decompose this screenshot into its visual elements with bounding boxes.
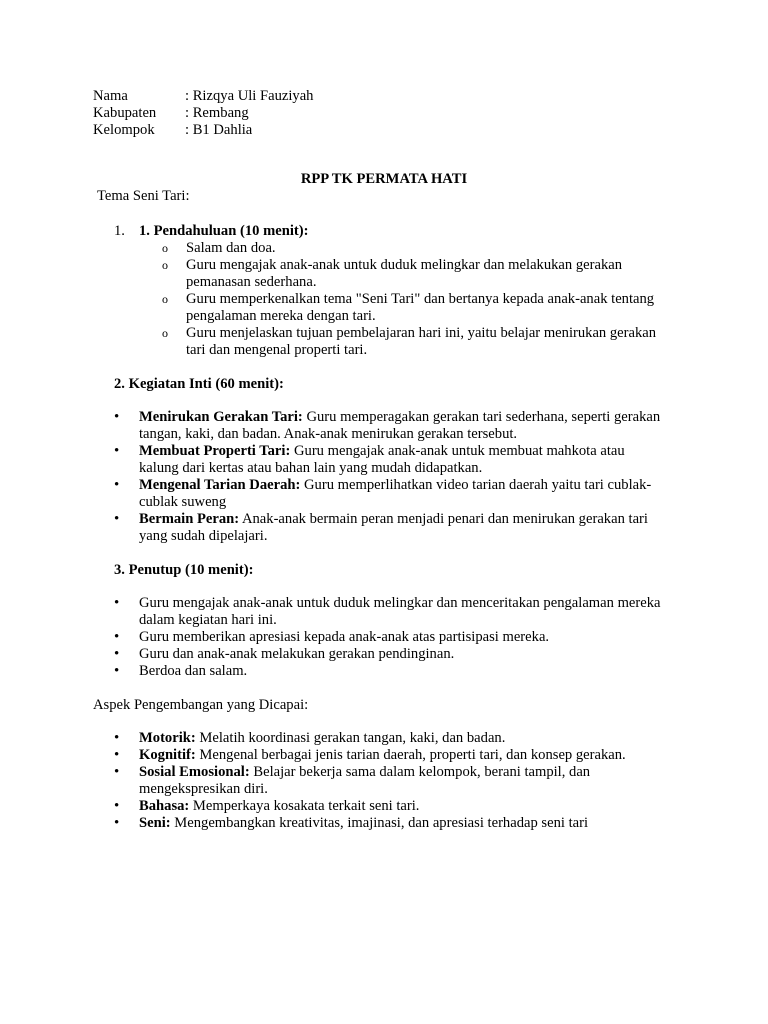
- list-item: Guru menjelaskan tujuan pembelajaran hari ini, yaitu belajar menirukan gerakan tari dan mengenal properti tari.: [186, 325, 657, 358]
- aspek-heading: Aspek Pengembangan yang Dicapai:: [93, 697, 309, 713]
- list-item: [139, 747, 667, 764]
- sub-bullet-marker: o: [162, 241, 168, 255]
- item-term: Sosial Emosional:: [139, 764, 250, 780]
- item-desc: Anak-anak bermain peran menjadi penari dan menirukan gerakan tari yang sudah dipelajari.: [139, 511, 648, 544]
- info-label: Nama: [93, 88, 128, 104]
- sub-bullet-marker: o: [162, 258, 168, 272]
- bullet-marker: •: [114, 511, 120, 527]
- item-desc: Guru memperagakan gerakan tari sederhana, seperti gerakan tangan, kaki, dan badan. Anak-anak menirukan gerakan tersebut.: [139, 409, 661, 442]
- info-label: Kelompok: [93, 122, 155, 138]
- list-item: Guru mengajak anak-anak untuk duduk melingkar dan melakukan gerakan pemanasan sederhana.: [186, 257, 623, 290]
- list-item: [139, 511, 667, 545]
- bullet-marker: •: [114, 730, 120, 746]
- list-item: Guru memperkenalkan tema "Seni Tari" dan bertanya kepada anak-anak tentang pengalaman mereka dengan tari.: [186, 291, 655, 324]
- item-desc: Guru memperlihatkan video tarian daerah yaitu tari cublak-cublak suweng: [139, 477, 652, 510]
- list-item: Guru mengajak anak-anak untuk duduk melingkar dan menceritakan pengalaman mereka dalam kegiatan hari ini.: [139, 595, 661, 628]
- bullet-marker: •: [114, 747, 120, 763]
- info-value: : B1 Dahlia: [185, 122, 253, 138]
- item-term: Kognitif:: [139, 747, 196, 763]
- list-item: [139, 764, 667, 798]
- sub-bullet-marker: o: [162, 326, 168, 340]
- bullet-marker: •: [114, 595, 120, 611]
- info-label: Kabupaten: [93, 105, 157, 121]
- bullet-marker: •: [114, 764, 120, 780]
- list-item: [139, 409, 667, 443]
- list-item: Salam dan doa.: [186, 240, 276, 256]
- bullet-marker: •: [114, 629, 120, 645]
- item-term: Menirukan Gerakan Tari:: [139, 409, 303, 425]
- section-heading-inti: 2. Kegiatan Inti (60 menit):: [114, 376, 284, 392]
- info-value: : Rembang: [185, 105, 249, 121]
- item-desc: Memperkaya kosakata terkait seni tari.: [189, 798, 420, 814]
- item-term: Bermain Peran:: [139, 511, 240, 527]
- sub-bullet-marker: o: [162, 292, 168, 306]
- list-item: Guru memberikan apresiasi kepada anak-anak atas partisipasi mereka.: [139, 629, 550, 645]
- item-desc: Mengembangkan kreativitas, imajinasi, dan apresiasi terhadap seni tari: [170, 815, 589, 831]
- item-term: Membuat Properti Tari:: [139, 443, 291, 459]
- list-item: Berdoa dan salam.: [139, 663, 248, 679]
- item-desc: Melatih koordinasi gerakan tangan, kaki, dan badan.: [195, 730, 506, 746]
- list-item: [139, 798, 667, 815]
- list-item: Guru dan anak-anak melakukan gerakan pendinginan.: [139, 646, 455, 662]
- item-term: Motorik:: [139, 730, 196, 746]
- item-desc: Mengenal berbagai jenis tarian daerah, properti tari, dan konsep gerakan.: [195, 747, 626, 763]
- list-item: [139, 815, 667, 832]
- bullet-marker: •: [114, 646, 120, 662]
- document-title: RPP TK PERMATA HATI: [300, 171, 468, 187]
- bullet-marker: •: [114, 663, 120, 679]
- list-item: [139, 477, 667, 511]
- item-term: Bahasa:: [139, 798, 190, 814]
- theme-label: Tema Seni Tari:: [97, 188, 190, 204]
- section-heading-penutup: 3. Penutup (10 menit):: [114, 562, 254, 578]
- item-desc: Guru mengajak anak-anak untuk membuat mahkota atau kalung dari kertas atau bahan lain yang mudah didapatkan.: [139, 443, 625, 476]
- bullet-marker: •: [114, 477, 120, 493]
- bullet-marker: •: [114, 815, 120, 831]
- list-item: [139, 730, 667, 747]
- list-item: [139, 443, 667, 477]
- section-heading-pendahuluan: 1. Pendahuluan (10 menit):: [139, 223, 309, 239]
- item-term: Seni:: [139, 815, 171, 831]
- item-term: Mengenal Tarian Daerah:: [139, 477, 301, 493]
- info-value: : Rizqya Uli Fauziyah: [185, 88, 314, 104]
- bullet-marker: •: [114, 798, 120, 814]
- bullet-marker: •: [114, 443, 120, 459]
- section-number: 1.: [114, 223, 125, 239]
- bullet-marker: •: [114, 409, 120, 425]
- item-desc: Belajar bekerja sama dalam kelompok, berani tampil, dan mengekspresikan diri.: [139, 764, 591, 797]
